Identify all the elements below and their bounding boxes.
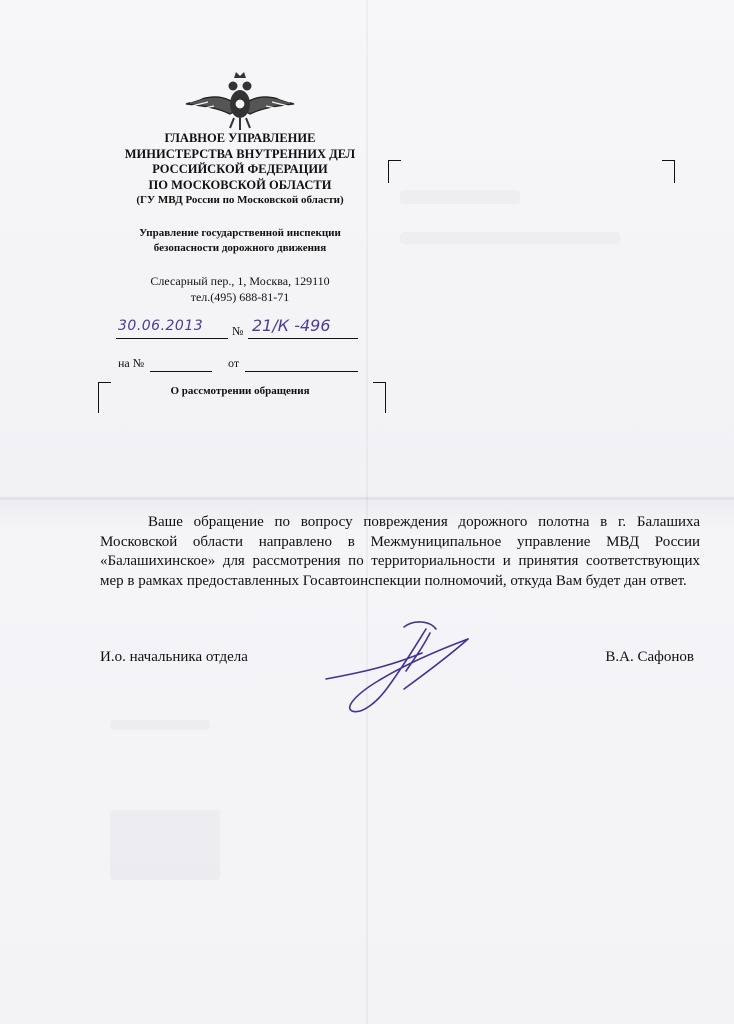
scan-smudge (400, 232, 620, 244)
reference-date-underline (245, 371, 358, 372)
reference-number-underline (150, 371, 212, 372)
scan-smudge (400, 190, 520, 204)
number-underline (248, 338, 358, 339)
dept-line: безопасности дорожного движения (153, 242, 327, 254)
reference-label: на № (118, 356, 145, 370)
signatory-position: И.о. начальника отдела (100, 649, 248, 665)
dept-line: Управление государственной инспекции (139, 227, 341, 239)
number-label: № (232, 324, 244, 338)
org-line: РОССИЙСКОЙ ФЕДЕРАЦИИ (152, 162, 328, 176)
org-line: ПО МОСКОВСКОЙ ОБЛАСТИ (148, 177, 332, 192)
department-header (100, 226, 380, 256)
org-abbreviation: (ГУ МВД России по Московской области) (136, 194, 344, 206)
date-underline (116, 338, 228, 339)
handwritten-date: 30.06.2013 (118, 318, 204, 334)
org-line: МИНИСТЕРСТВА ВНУТРЕННИХ ДЕЛ (124, 146, 356, 161)
scan-smudge (110, 720, 210, 730)
scan-smudge (110, 810, 220, 880)
recipient-bracket-left (388, 160, 401, 183)
recipient-bracket-right (662, 160, 675, 183)
signatory-name: В.А. Сафонов (605, 649, 694, 665)
handwritten-signature (318, 615, 478, 720)
letter-body: Ваше обращение по вопросу повреждения дорожного полотна в г. Балашиха Московской области направлено в Межмуниципальное управление МВД России «Балашихинское» для рассмотрения по территориальности и принятия соответствующих мер в рамках предоставленных Госавтоинспекции полномочий, откуда Вам будет дан ответ. (100, 514, 700, 589)
fold-line-horizontal (0, 497, 734, 500)
subject-line: О рассмотрении обращения (170, 385, 310, 397)
double-headed-eagle-icon (182, 68, 298, 132)
address-line: Слесарный пер., 1, Москва, 129110 (150, 274, 330, 288)
address-block (100, 273, 380, 305)
reference-from-label: от (228, 356, 240, 370)
handwritten-number: 21/К -496 (252, 316, 331, 335)
organization-header (100, 131, 380, 209)
phone-line: тел.(495) 688-81-71 (190, 290, 290, 304)
org-line: ГЛАВНОЕ УПРАВЛЕНИЕ (164, 131, 316, 145)
